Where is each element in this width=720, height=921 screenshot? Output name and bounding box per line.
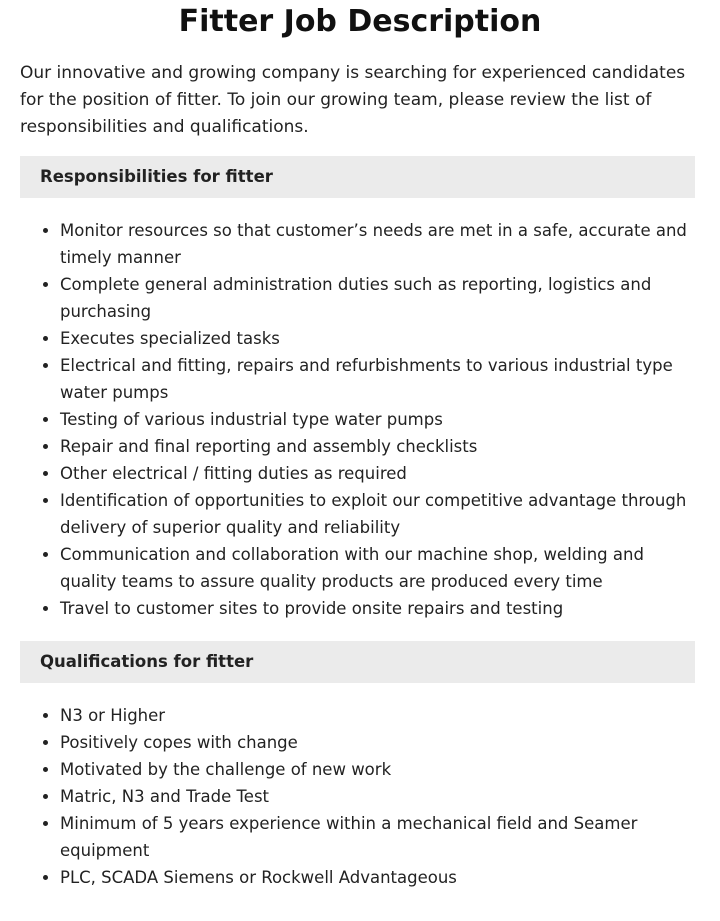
responsibilities-heading: Responsibilities for fitter [20, 156, 695, 198]
qualifications-heading: Qualifications for fitter [20, 641, 695, 683]
list-item: • PLC, SCADA Siemens or Rockwell Advantageous [60, 864, 702, 891]
list-item: • N3 or Higher [60, 702, 702, 729]
intro-paragraph: Our innovative and growing company is searching for experienced candidates for the position of fitter. To join our growing team, please review the list of responsibilities and qualifications. [20, 63, 686, 137]
qualifications-list [20, 702, 702, 891]
list-item: • Monitor resources so that customer’s needs are met in a safe, accurate and timely manner [60, 217, 702, 271]
list-item: • Other electrical / fitting duties as required [60, 460, 702, 487]
list-item: • Repair and final reporting and assembly checklists [60, 433, 702, 460]
list-item: • Minimum of 5 years experience within a mechanical field and Seamer equipment [60, 810, 702, 864]
responsibilities-list [20, 217, 702, 622]
list-item: • Executes specialized tasks [60, 325, 702, 352]
list-item: • Complete general administration duties such as reporting, logistics and purchasing [60, 271, 702, 325]
list-item: • Positively copes with change [60, 729, 702, 756]
list-item: • Travel to customer sites to provide onsite repairs and testing [60, 595, 702, 622]
list-item: • Matric, N3 and Trade Test [60, 783, 702, 810]
list-item: • Motivated by the challenge of new work [60, 756, 702, 783]
list-item: • Testing of various industrial type water pumps [60, 406, 702, 433]
page-title: Fitter Job Description [178, 4, 542, 39]
list-item: • Electrical and fitting, repairs and refurbishments to various industrial type water pumps [60, 352, 702, 406]
list-item: • Communication and collaboration with our machine shop, welding and quality teams to assure quality products are produced every time [60, 541, 702, 595]
list-item: • Identification of opportunities to exploit our competitive advantage through delivery of superior quality and reliability [60, 487, 702, 541]
